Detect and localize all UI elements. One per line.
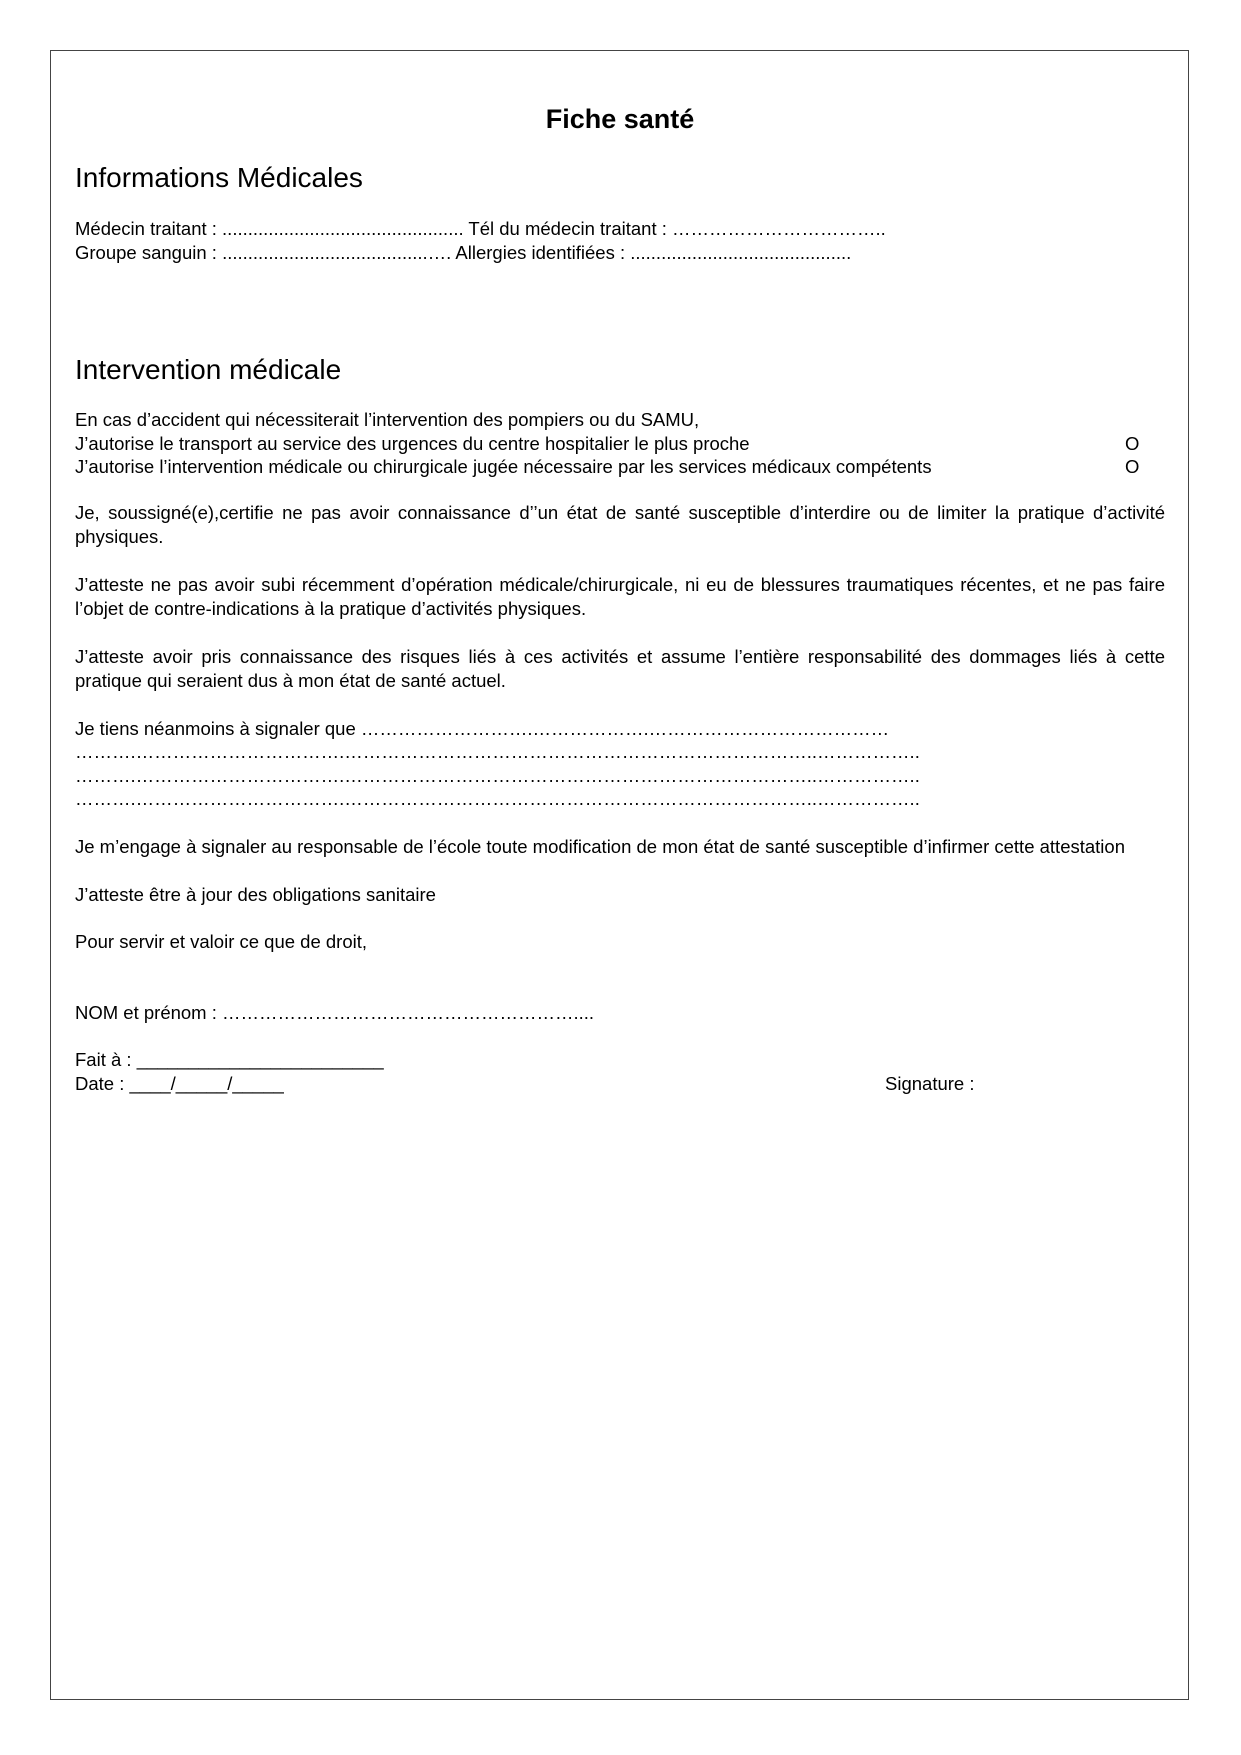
engagement-paragraph: Je m’engage à signaler au responsable de l’école toute modification de mon état de santé susceptible d’infirmer cette attestation (75, 835, 1125, 857)
document-body (75, 98, 1165, 1095)
date-signature-row (75, 1072, 1165, 1096)
signal-intro-line[interactable]: Je tiens néanmoins à signaler que ……………………….……………….………………………………… (75, 717, 890, 739)
signal-dotted-line[interactable]: ……….…………………………….…………………………………………………………………..…………….. (75, 788, 920, 809)
option-label: J’autorise l’intervention médicale ou chirurgicale jugée nécessaire par les services médicaux compétents (75, 456, 932, 477)
sanitary-obligations-line: J’atteste être à jour des obligations sanitaire (75, 883, 436, 905)
section-heading-medical-info: Informations Médicales (75, 162, 363, 193)
page-title: Fiche santé (545, 104, 695, 134)
signal-dotted-line[interactable]: ……….…………………………….…………………………………………………………………..…………….. (75, 764, 920, 786)
closing-line: Pour servir et valoir ce que de droit, (75, 931, 368, 952)
option-row-transport (75, 432, 1165, 456)
option-checkbox[interactable]: O (1125, 432, 1140, 454)
signature-label: Signature : (885, 1072, 975, 1094)
blood-group-line[interactable]: Groupe sanguin : ........................................…. Allergies identifiées : ........................................... (75, 241, 852, 263)
date-field[interactable]: Date : ____/_____/_____ (75, 1072, 284, 1094)
place-field[interactable]: Fait à : ________________________ (75, 1049, 384, 1070)
attest-risks-paragraph: J’atteste avoir pris connaissance des risques liés à ces activités et assume l’entière responsabilité des dommages liés à cette pratique qui seraient dus à mon état de santé actuel. (75, 645, 1165, 691)
option-label: J’autorise le transport au service des urgences du centre hospitalier le plus proche (75, 432, 750, 454)
option-row-intervention (75, 455, 1165, 479)
signal-dotted-line[interactable]: ……….…………………………….…………………………………………………………………..…………….. (75, 741, 920, 762)
certify-paragraph: Je, soussigné(e),certifie ne pas avoir connaissance d’’un état de santé susceptible d’interdire ou de limiter la pratique d’activité physiques. (75, 501, 1165, 547)
section-heading-medical-intervention: Intervention médicale (75, 354, 342, 385)
doctor-line[interactable]: Médecin traitant : ............................................... Tél du médecin traitant : …………………………….. (75, 218, 886, 239)
intervention-intro: En cas d’accident qui nécessiterait l’intervention des pompiers ou du SAMU, (75, 409, 700, 430)
attest-no-operation-paragraph: J’atteste ne pas avoir subi récemment d’opération médicale/chirurgicale, ni eu de blessures traumatiques récentes, et ne pas faire l’objet de contre-indications à la pratique d’activités physiques. (75, 573, 1165, 619)
name-field[interactable]: NOM et prénom : ………………………………………………….... (75, 1001, 595, 1023)
option-checkbox[interactable]: O (1125, 456, 1140, 477)
